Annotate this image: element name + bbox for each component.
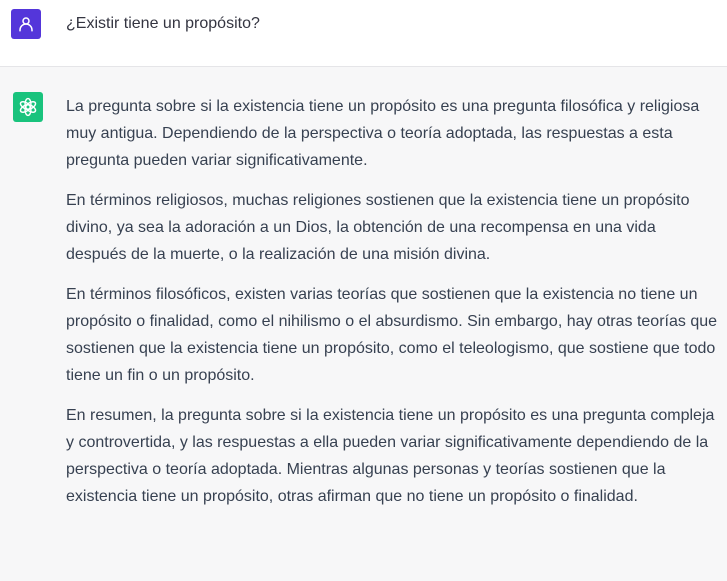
user-avatar xyxy=(11,9,41,39)
user-icon xyxy=(17,15,35,33)
answer-paragraph: En resumen, la pregunta sobre si la existencia tiene un propósito es una pregunta compleja y controvertida, y las respuestas a ella pueden variar significativamente dependiendo de la perspectiva o teoría adoptada. Mientras algunas personas y teorías sostienen que la existencia tiene un propósito, otras afirman que no tiene un propósito o finalidad. xyxy=(66,407,715,505)
answer-paragraph: En términos filosóficos, existen varias teorías que sostienen que la existencia no tiene un propósito o finalidad, como el nihilismo o el absurdismo. Sin embargo, hay otras teorías que sostienen que la existencia tiene un propósito, como el teleologismo, que sostiene que todo tiene un fin o un propósito. xyxy=(66,286,718,384)
answer-paragraph: La pregunta sobre si la existencia tiene un propósito es una pregunta filosófica y religiosa muy antigua. Dependiendo de la perspectiva o teoría adoptada, las respuestas a esta pregunta pueden variar significativamente. xyxy=(66,98,700,169)
assistant-message-row xyxy=(0,67,727,581)
user-message-row xyxy=(0,0,727,67)
answer-paragraph: En términos religiosos, muchas religiones sostienen que la existencia tiene un propósito divino, ya sea la adoración a un Dios, la obtención de una recompensa en una vida después de la muerte, o la realización de una misión divina. xyxy=(66,192,690,263)
openai-logo-icon xyxy=(17,96,39,118)
assistant-answer xyxy=(66,93,718,523)
user-message-text: ¿Existir tiene un propósito? xyxy=(66,15,260,32)
assistant-avatar xyxy=(13,92,43,122)
